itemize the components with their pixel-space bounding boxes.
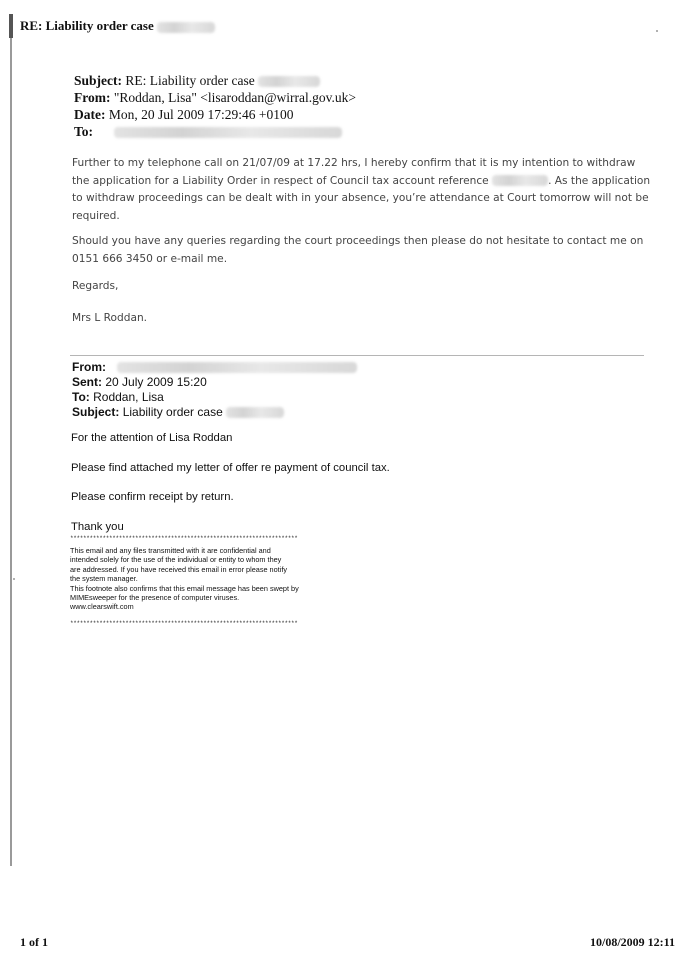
redacted-recipient	[114, 127, 342, 138]
reply-signature: Mrs L Roddan.	[72, 312, 148, 324]
original-thanks-line: Thank you	[71, 521, 124, 533]
email-divider	[70, 355, 644, 356]
redacted-account-reference	[492, 175, 548, 186]
original-to-label: To:	[72, 390, 90, 404]
original-attention-line: For the attention of Lisa Roddan	[71, 432, 233, 444]
redacted-case-number	[226, 407, 284, 418]
margin-rule	[10, 14, 12, 866]
original-to-row	[72, 390, 357, 405]
reply-from-label: From:	[74, 90, 111, 105]
original-from-label: From:	[72, 360, 106, 374]
original-confirm-line: Please confirm receipt by return.	[71, 491, 234, 503]
reply-email-header	[74, 72, 356, 140]
redacted-case-number	[258, 76, 320, 87]
reply-to-row	[74, 123, 356, 140]
original-email-header	[72, 360, 357, 420]
original-attached-line: Please find attached my letter of offer re payment of council tax.	[71, 462, 390, 474]
reply-from-value: "Roddan, Lisa" <lisaroddan@wirral.gov.uk>	[113, 90, 357, 105]
original-subject-row	[72, 405, 357, 420]
reply-date-label: Date:	[74, 107, 106, 122]
reply-body-p1-start: Further to my telephone call on 21/07/09 at 17.22 hrs, I hereby confirm that it is my intention to withdraw the application for a Liability Order in respect of Council tax account reference	[72, 157, 636, 187]
original-subject-label: Subject:	[72, 405, 120, 419]
original-to-value: Roddan, Lisa	[93, 390, 164, 404]
footnote-top-border: **********************************************************************	[70, 535, 298, 542]
reply-from-row	[74, 89, 356, 106]
reply-body-p1-end: . As the application to withdraw proceedings can be dealt with in your absence, you’re attendance at Court tomorrow will not be required.	[72, 174, 651, 222]
reply-body-paragraph-1	[72, 155, 654, 225]
redacted-case-number	[157, 22, 215, 33]
reply-regards: Regards,	[72, 280, 119, 292]
footnote-line: are addressed. If you have received this email in error please notify	[70, 564, 287, 574]
reply-to-label: To:	[74, 124, 94, 139]
margin-rule-marker	[9, 14, 13, 38]
reply-subject-value: RE: Liability order case	[125, 73, 255, 88]
confidentiality-footnote	[70, 546, 370, 612]
original-sent-label: Sent:	[72, 375, 102, 389]
print-timestamp: 10/08/2009 12:11	[589, 935, 675, 949]
footnote-bottom-border: **********************************************************************	[70, 620, 298, 627]
footnote-line: MIMEsweeper for the presence of computer viruses.	[70, 593, 240, 603]
page-number: 1 of 1	[20, 935, 48, 949]
original-sent-row	[72, 375, 357, 390]
redacted-sender	[117, 362, 357, 373]
original-from-row	[72, 360, 357, 375]
reply-subject-row	[74, 72, 356, 89]
footnote-line: This email and any files transmitted with it are confidential and	[70, 546, 271, 555]
footnote-line: This footnote also confirms that this email message has been swept by	[70, 583, 299, 593]
reply-subject-label: Subject:	[74, 73, 122, 88]
printout-title-text: RE: Liability order case	[20, 18, 154, 33]
printout-title	[20, 18, 215, 34]
scan-speck	[13, 578, 15, 580]
original-sent-value: 20 July 2009 15:20	[105, 375, 207, 389]
footnote-line: the system manager.	[70, 574, 138, 584]
original-subject-value: Liability order case	[122, 405, 223, 419]
reply-date-row	[74, 106, 356, 123]
footnote-line: intended solely for the use of the individual or entity to whom they	[70, 555, 282, 565]
footnote-line: www.clearswift.com	[70, 602, 134, 612]
scan-speck	[656, 30, 658, 32]
reply-body-paragraph-2: Should you have any queries regarding the court proceedings then please do not hesitate to contact me on 0151 666 3450 or e-mail me.	[72, 235, 644, 265]
reply-date-value: Mon, 20 Jul 2009 17:29:46 +0100	[108, 107, 294, 122]
